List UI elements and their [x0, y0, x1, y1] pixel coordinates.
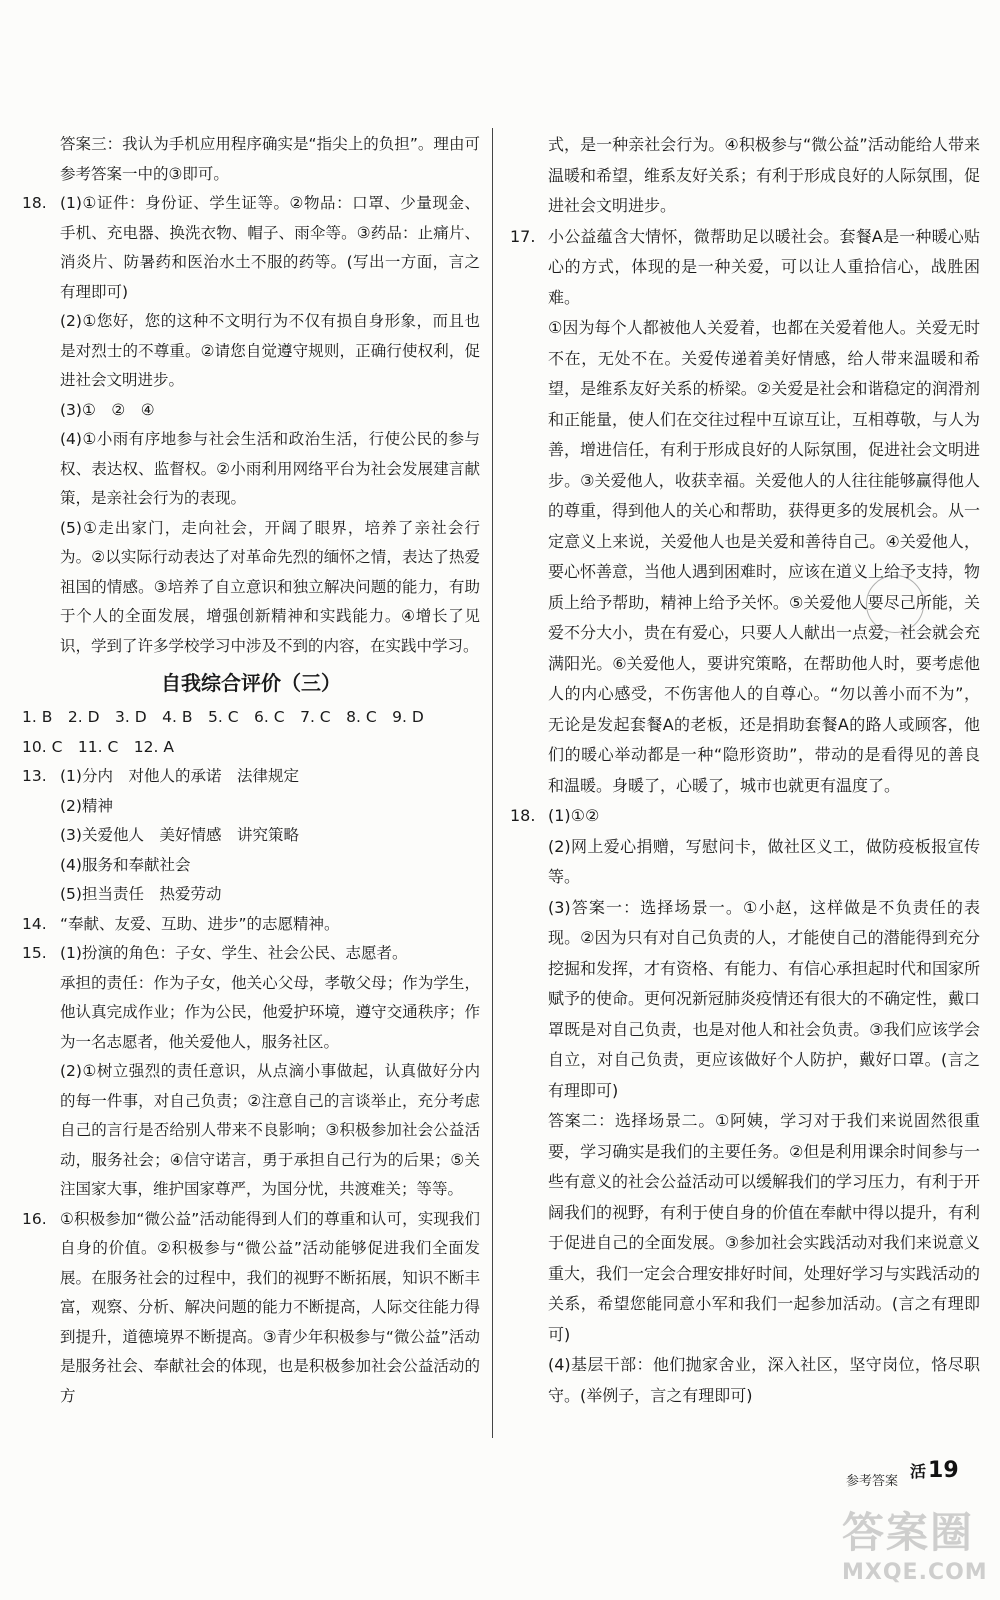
answer-text: (4)服务和奉献社会 — [60, 855, 191, 874]
watermark-line1: 答案圈 — [842, 1508, 975, 1557]
answer-text: (3)答案一：选择场景一。①小赵，这样做是不负责任的表现。②因为只有对自己负责的人，才能使自己的潜能得到充分挖掘和发挥，才有资格、有能力、有信心承担起时代和国家所赋予的使命。更何况新冠肺炎疫情还有很大的不确定性，戴口罩既是对自己负责，也是对他人和社会负责。③我们应该学会自立，对自己负责，更应该做好个人防护，戴好口罩。(言之有理即可) — [548, 897, 981, 1100]
answer-paragraph — [22, 703, 480, 733]
answer-paragraph — [22, 1057, 480, 1205]
answer-paragraph — [510, 801, 980, 832]
answer-paragraph — [510, 893, 980, 1107]
answer-text: (2)①树立强烈的责任意识，从点滴小事做起，认真做好分内的每一件事，对自己负责；②注意自己的言谈举止，充分考虑自己的言行是否给别人带来不良影响；③积极参加社会公益活动，服务社会；④信守诺言，勇于承担自己行为的后果；⑤关注国家大事，维护国家尊严，为国分忧，共渡难关；等等。 — [60, 1062, 480, 1198]
answer-paragraph — [22, 514, 480, 662]
answer-paragraph — [510, 1350, 980, 1411]
answer-text: (5)①走出家门，走向社会，开阔了眼界，培养了亲社会行为。②以实际行动表达了对革命先烈的缅怀之情，表达了热爱祖国的情感。③培养了自立意识和独立解决问题的能力，有助于个人的全面发展，增强创新精神和实践能力。④增长了见识，学到了许多学校学习中涉及不到的内容，在实践中学习。 — [60, 518, 480, 655]
section-title: 自我综合评价（三） — [161, 671, 341, 695]
stamp-mark — [866, 575, 924, 633]
answer-text: 承担的责任：作为子女，他关心父母，孝敬父母；作为学生，他认真完成作业；作为公民，他爱护环境，遵守交通秩序；作为一名志愿者，他关爱他人，服务社区。 — [60, 973, 480, 1051]
answer-paragraph — [22, 733, 480, 763]
footer-label: 参考答案 — [846, 1474, 899, 1489]
question-number: 14. — [22, 914, 47, 933]
answer-text: (4)①小雨有序地参与社会生活和政治生活，行使公民的参与权、表达权、监督权。②小雨利用网络平台为社会发展建言献策，是亲社会行为的表现。 — [60, 430, 480, 507]
answer-paragraph — [22, 1205, 480, 1412]
answer-paragraph — [22, 939, 480, 969]
page-number — [910, 1458, 959, 1483]
answer-text: (2)精神 — [60, 796, 113, 815]
answer-paragraph — [22, 189, 480, 307]
page-number-value: 19 — [928, 1458, 959, 1483]
answer-paragraph — [510, 313, 980, 801]
answer-text: (2)①您好，您的这种不文明行为不仅有损自身形象，而且也是对烈士的不尊重。②请您自觉遵守规则，正确行使权利，促进社会文明进步。 — [60, 312, 480, 389]
right-column — [510, 130, 980, 1411]
answer-text: 答案三：我认为手机应用程序确实是“指尖上的负担”。理由可参考答案一中的③即可。 — [60, 135, 480, 183]
answer-paragraph — [22, 425, 480, 514]
question-number: 18. — [22, 194, 47, 212]
answer-paragraph — [22, 307, 480, 396]
answer-text: (1)扮演的角色：子女、学生、社会公民、志愿者。 — [60, 944, 408, 962]
answer-text: (3)① ② ④ — [60, 400, 155, 419]
answer-paragraph — [510, 130, 980, 222]
question-number: 16. — [22, 1209, 47, 1228]
answer-text: (2)网上爱心捐赠，写慰问卡，做社区义工，做防疫板报宣传等。 — [548, 836, 980, 886]
answer-paragraph — [22, 762, 480, 792]
answer-text: (5)担当责任 热爱劳动 — [60, 885, 222, 903]
answer-paragraph — [22, 880, 480, 910]
answer-paragraph — [510, 1106, 980, 1350]
answer-text: 1. B 2. D 3. D 4. B 5. C 6. C 7. C 8. C 9. D — [22, 708, 424, 726]
watermark-logo — [842, 1508, 992, 1596]
page-prefix: 活 — [910, 1462, 927, 1481]
watermark-line2: MXQE.COM — [842, 1560, 988, 1585]
answer-paragraph — [22, 792, 480, 822]
answer-paragraph — [22, 969, 480, 1058]
answer-paragraph — [22, 821, 480, 851]
answer-paragraph — [22, 910, 480, 940]
answer-text: (1)分内 对他人的承诺 法律规定 — [60, 767, 299, 785]
question-number: 18. — [510, 806, 536, 825]
question-number: 13. — [22, 767, 47, 785]
answer-paragraph — [22, 396, 480, 426]
answer-text: “奉献、友爱、互助、进步”的志愿精神。 — [60, 914, 340, 933]
answer-paragraph — [510, 222, 980, 314]
answer-text: (1)①证件：身份证、学生证等。②物品：口罩、少量现金、手机、充电器、换洗衣物、帽子、雨伞等。③药品：止痛片、消炎片、防暑药和医治水土不服的药等。(写出一方面，言之有理即可) — [60, 194, 480, 301]
answer-text: (3)关爱他人 美好情感 讲究策略 — [60, 826, 299, 844]
answer-text: ①因为每个人都被他人关爱着，也都在关爱着他人。关爱无时不在，无处不在。关爱传递着美好情感，给人带来温暖和希望，是维系友好关系的桥梁。②关爱是社会和谐稳定的润滑剂和正能量，使人们在交往过程中互谅互让，互相尊敬，与人为善，增进信任，有利于形成良好的人际氛围，促进社会文明进步。③关爱他人，收获幸福。关爱他人的人往往能够赢得他人的尊重，得到他人的关心和帮助，获得更多的发展机会。从一定意义上来说，关爱他人也是关爱和善待自己。④关爱他人，要心怀善意，当他人遇到困难时，应该在道义上给予支持，物质上给予帮助，精神上给予关怀。⑤关爱他人要尽己所能，关爱不分大小，贵在有爱心，只要人人献出一点爱，社会就会充满阳光。⑥关爱他人，要讲究策略，在帮助他人时，要考虑他人的内心感受，不伤害他人的自尊心。“勿以善小而不为”，无论是发起套餐A的老板，还是捐助套餐A的路人或顾客，他们的暖心举动都是一种“隐形资助”，带动的是看得见的善良和温暖。身暖了，心暖了，城市也就更有温度了。 — [548, 318, 981, 795]
answer-text: 式，是一种亲社会行为。④积极参与“微公益”活动能给人带来温暖和希望，维系友好关系；有利于形成良好的人际氛围，促进社会文明进步。 — [548, 135, 981, 215]
answer-text: ①积极参加“微公益”活动能得到人们的尊重和认可，实现我们自身的价值。②积极参与“微公益”活动能够促进我们全面发展。在服务社会的过程中，我们的视野不断拓展，知识不断丰富，观察、分析、解决问题的能力不断提高，人际交往能力得到提升，道德境界不断提高。③青少年积极参与“微公益”活动是服务社会、奉献社会的体现，也是积极参加社会公益活动的方 — [60, 1209, 480, 1405]
question-number: 17. — [510, 226, 536, 246]
question-number: 15. — [22, 944, 47, 962]
answer-text: 10. C 11. C 12. A — [22, 737, 174, 756]
answer-text: 答案二：选择场景二。①阿姨，学习对于我们来说固然很重要，学习确实是我们的主要任务。②但是利用课余时间参与一些有意义的社会公益活动可以缓解我们的学习压力，有利于开阔我们的视野，有利于使自身的价值在奉献中得以提升，有利于促进自己的全面发展。③参加社会实践活动对我们来说意义重大，我们一定会合理安排好时间，处理好学习与实践活动的关系，希望您能同意小军和我们一起参加活动。(言之有理即可) — [548, 1111, 981, 1344]
answer-paragraph — [510, 832, 980, 893]
left-column — [22, 130, 480, 1411]
answer-text: (1)①② — [548, 806, 600, 825]
answer-text: (4)基层干部：他们抛家舍业，深入社区，坚守岗位，恪尽职守。(举例子，言之有理即可) — [548, 1355, 980, 1405]
answer-text: 小公益蕴含大情怀，微帮助足以暖社会。套餐A是一种暖心贴心的方式，体现的是一种关爱，可以让人重拾信心，战胜困难。 — [548, 226, 980, 307]
column-divider — [492, 128, 493, 1438]
answer-paragraph — [22, 851, 480, 881]
answer-paragraph — [22, 130, 480, 189]
